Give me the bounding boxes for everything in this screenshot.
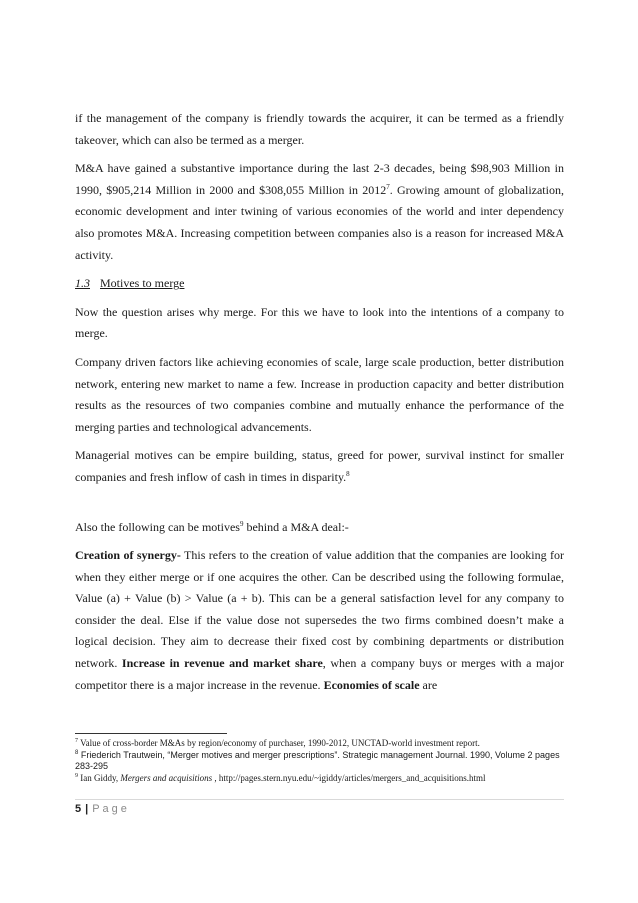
blank-line [75, 496, 564, 517]
footnote-9-link[interactable]: , http://pages.stern.nyu.edu/~igiddy/articles/mergers_and_acquisitions.html [212, 772, 486, 783]
footnote-ref-8[interactable]: 8 [346, 469, 350, 478]
footnote-9: $^9$ Ian Giddy, Mergers and acquisitions , http://pages.stern.nyu.edu/~igiddy/articles/mergers_and_acquisitions.html [75, 772, 486, 783]
page-footer [75, 803, 130, 815]
footnote-ref-9[interactable]: 9 [239, 519, 244, 528]
footnote-8: $^8$ Friederich Trautwein, “Merger motives and merger prescriptions”. Strategic management Journal. 1990, Volume 2 pages 283-295 [75, 749, 560, 771]
section-heading [75, 273, 564, 295]
term-creation-of-synergy: Creation of synergy- [75, 548, 181, 563]
footnote-7: $^7$ Value of cross-border M&As by region/economy of purchaser, 1990-2012, UNCTAD-world investment report. [75, 738, 480, 748]
paragraph-managerial-motives: Managerial motives can be empire building, status, greed for power, survival instinct for smaller companies and fresh inflow of cash in times in disparity.$^8$ [75, 448, 564, 484]
paragraph-synergy: Creation of synergy- This refers to the creation of value addition that the companies are looking for when they either merge or if one acquires the other. Can be described using the following formulae, Value (a) + Value (b) > Value (a + b). This can be a general satisfaction level for any company to consider the deal. Else if the value dose not supersedes the two firms combined doesn’t make a logical decision. They aim to decrease their fixed cost by combining departments or distribution network. Increase in revenue and market share, when a company buys or merges with a major competitor there is a major increase in the revenue. Economies of scale are [75, 548, 565, 692]
section-title: Motives to merge [100, 276, 185, 291]
paragraph-ma-importance: M&A have gained a substantive importance during the last 2-3 decades, being $98,903 Million in 1990, $905,214 Million in 2000 and $308,055 Million in 2012$^7$. Growing amount of globalization, economic development and inter twining of various economies of the world and inter dependency also promotes M&A. Increasing competition between companies also is a reason for increased M&A activity. [75, 161, 564, 262]
page-number: 5 [75, 803, 82, 815]
paragraph-motives-intro: Also the following can be motives$^9$ behind a M&A deal:- [75, 519, 349, 534]
footer-separator: | [85, 803, 89, 815]
paragraph-why-merge: Now the question arises why merge. For this we have to look into the intentions of a company to merge. [75, 304, 564, 341]
footer-rule [75, 799, 564, 800]
page-label: Page [92, 803, 130, 815]
footnote-ref-7[interactable]: 7 [386, 182, 390, 191]
body-text [75, 108, 564, 703]
section-number: 1.3 [75, 276, 90, 291]
term-economies-of-scale: Economies of scale [323, 677, 420, 692]
paragraph-company-factors: Company driven factors like achieving economies of scale, large scale production, better distribution network, entering new market to name a few. Increase in production capacity and better distribution results as the resources of two companies combine and mutually enhance the performance of the merging parties and technological advancements. [75, 354, 564, 434]
term-revenue-market-share: Increase in revenue and market share [121, 656, 323, 671]
paragraph-friendly-takeover: if the management of the company is friendly towards the acquirer, it can be termed as a friendly takeover, which can also be termed as a merger. [75, 111, 564, 147]
footnote-separator [75, 733, 227, 734]
footnotes [75, 738, 564, 784]
